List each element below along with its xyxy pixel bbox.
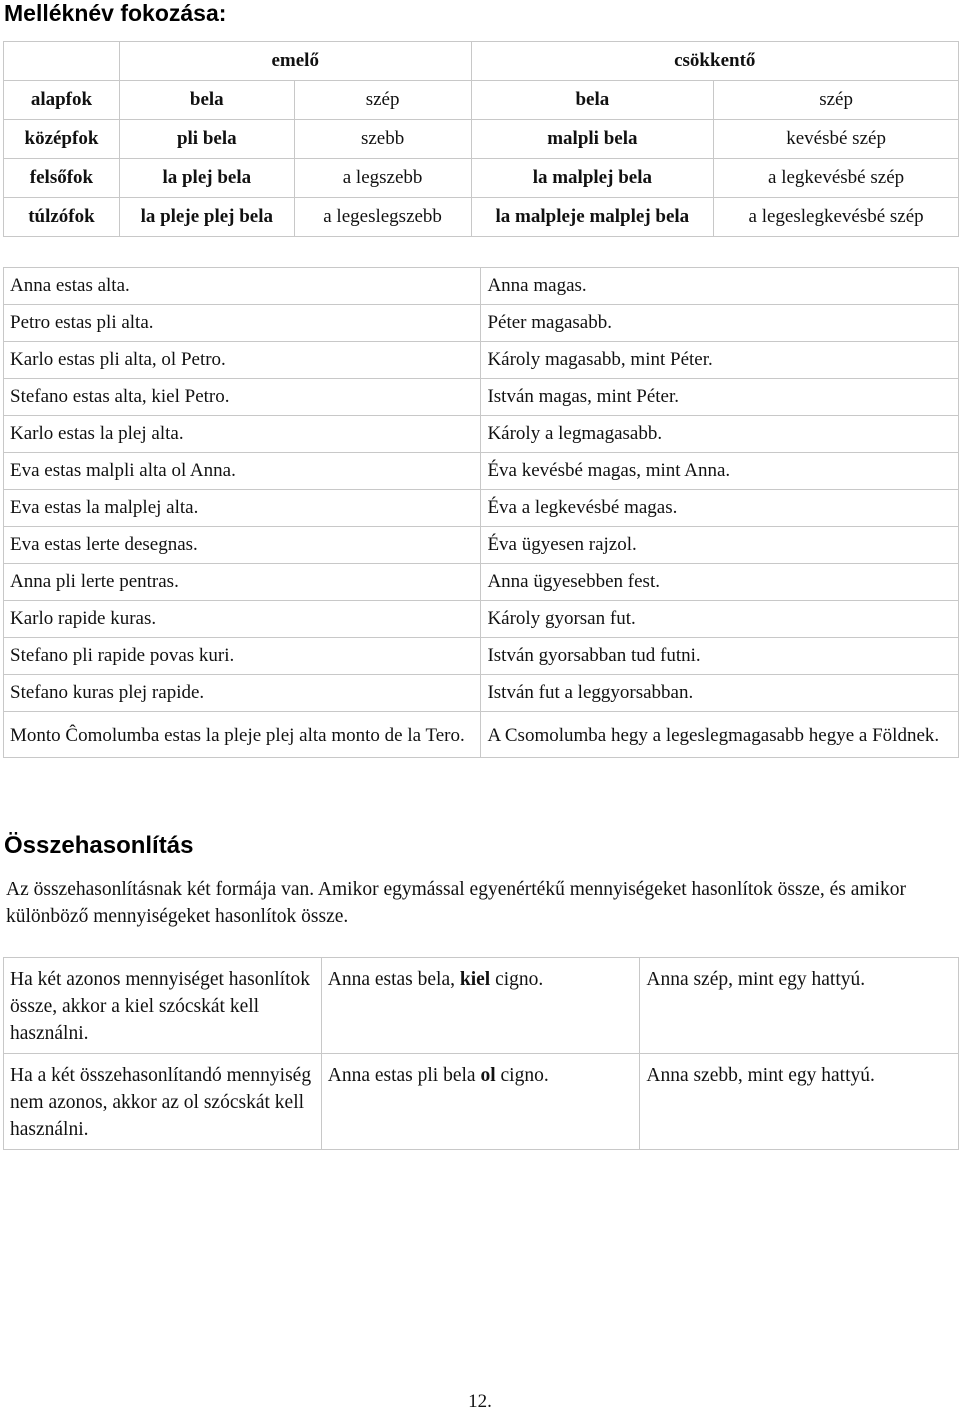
page-number: 12. xyxy=(468,1391,492,1412)
degree-label: alapfok xyxy=(4,81,120,120)
degree-table xyxy=(3,41,959,237)
up-hu: szép xyxy=(294,81,471,120)
eo-text: cigno. xyxy=(495,1065,549,1086)
sentence-hu: Anna magas. xyxy=(481,268,959,305)
section-intro: Az összehasonlításnak két formája van. Amikor egymással egyenértékű mennyiségeket hasonlítok össze, és amikor különböző mennyiségeket hasonlítok össze. xyxy=(6,879,906,927)
sentence-hu: Éva a legkevésbé magas. xyxy=(481,490,959,527)
comparison-eo xyxy=(321,1054,640,1150)
down-hu: a legeslegkevésbé szép xyxy=(714,198,959,237)
sentence-eo: Karlo rapide kuras. xyxy=(4,601,481,638)
comparison-rule: Ha a két összehasonlítandó mennyiség nem azonos, akkor az ol szócskát kell használni. xyxy=(4,1054,322,1150)
degree-header-row xyxy=(4,42,959,81)
header-emelo: emelő xyxy=(119,42,471,81)
sentence-row xyxy=(4,601,959,638)
sentence-eo: Petro estas pli alta. xyxy=(4,305,481,342)
sentence-hu: A Csomolumba hegy a legeslegmagasabb hegye a Földnek. xyxy=(481,712,959,758)
sentence-row xyxy=(4,342,959,379)
sentence-eo: Eva estas lerte desegnas. xyxy=(4,527,481,564)
down-hu: szép xyxy=(714,81,959,120)
down-hu: a legkevésbé szép xyxy=(714,159,959,198)
degree-row xyxy=(4,120,959,159)
up-eo: pli bela xyxy=(119,120,294,159)
down-eo: malpli bela xyxy=(471,120,714,159)
up-eo: la plej bela xyxy=(119,159,294,198)
sentence-hu: Anna ügyesebben fest. xyxy=(481,564,959,601)
down-eo: la malplej bela xyxy=(471,159,714,198)
sentence-hu: Károly magasabb, mint Péter. xyxy=(481,342,959,379)
sentence-hu: Éva kevésbé magas, mint Anna. xyxy=(481,453,959,490)
up-hu: a legeslegszebb xyxy=(294,198,471,237)
sentence-eo: Anna estas alta. xyxy=(4,268,481,305)
comparison-hu: Anna szebb, mint egy hattyú. xyxy=(640,1054,959,1150)
down-eo: la malpleje malplej bela xyxy=(471,198,714,237)
comparison-rule: Ha két azonos mennyiséget hasonlítok össze, akkor a kiel szócskát kell használni. xyxy=(4,958,322,1054)
sentence-hu: Károly gyorsan fut. xyxy=(481,601,959,638)
up-hu: a legszebb xyxy=(294,159,471,198)
eo-keyword: ol xyxy=(480,1065,496,1086)
sentence-hu: Péter magasabb. xyxy=(481,305,959,342)
header-csokkento: csökkentő xyxy=(471,42,958,81)
sentence-eo: Stefano pli rapide povas kuri. xyxy=(4,638,481,675)
up-eo: la pleje plej bela xyxy=(119,198,294,237)
sentence-hu: István magas, mint Péter. xyxy=(481,379,959,416)
degree-label: felsőfok xyxy=(4,159,120,198)
degree-label: túlzófok xyxy=(4,198,120,237)
down-eo: bela xyxy=(471,81,714,120)
sentence-row xyxy=(4,675,959,712)
comparison-row xyxy=(4,958,959,1054)
sentence-row xyxy=(4,305,959,342)
degree-row xyxy=(4,159,959,198)
sentence-eo: Anna pli lerte pentras. xyxy=(4,564,481,601)
sentence-hu: István fut a leggyorsabban. xyxy=(481,675,959,712)
degree-corner-cell xyxy=(4,42,120,81)
sentence-row xyxy=(4,638,959,675)
sentence-hu: István gyorsabban tud futni. xyxy=(481,638,959,675)
sentence-table xyxy=(3,267,959,758)
eo-text: Anna estas bela, xyxy=(327,969,460,990)
sentence-row xyxy=(4,268,959,305)
sentence-row xyxy=(4,564,959,601)
up-hu: szebb xyxy=(294,120,471,159)
sentence-row xyxy=(4,712,959,758)
sentence-eo: Eva estas malpli alta ol Anna. xyxy=(4,453,481,490)
sentence-row xyxy=(4,490,959,527)
page-title: Melléknév fokozása: xyxy=(4,0,227,26)
degree-row xyxy=(4,198,959,237)
down-hu: kevésbé szép xyxy=(714,120,959,159)
sentence-hu: Károly a legmagasabb. xyxy=(481,416,959,453)
up-eo: bela xyxy=(119,81,294,120)
sentence-eo: Karlo estas pli alta, ol Petro. xyxy=(4,342,481,379)
section-heading: Összehasonlítás xyxy=(4,832,194,859)
eo-text: Anna estas pli bela xyxy=(327,1065,481,1086)
eo-keyword: kiel xyxy=(459,969,491,990)
sentence-hu: Éva ügyesen rajzol. xyxy=(481,527,959,564)
sentence-eo: Eva estas la malplej alta. xyxy=(4,490,481,527)
sentence-eo: Monto Ĉomolumba estas la pleje plej alta monto de la Tero. xyxy=(4,712,481,758)
sentence-row xyxy=(4,416,959,453)
sentence-eo: Karlo estas la plej alta. xyxy=(4,416,481,453)
comparison-row xyxy=(4,1054,959,1150)
sentence-row xyxy=(4,379,959,416)
comparison-table xyxy=(3,957,959,1150)
degree-row xyxy=(4,81,959,120)
sentence-eo: Stefano estas alta, kiel Petro. xyxy=(4,379,481,416)
sentence-row xyxy=(4,453,959,490)
comparison-hu: Anna szép, mint egy hattyú. xyxy=(640,958,959,1054)
comparison-eo xyxy=(321,958,640,1054)
sentence-eo: Stefano kuras plej rapide. xyxy=(4,675,481,712)
sentence-row xyxy=(4,527,959,564)
eo-text: cigno. xyxy=(490,969,544,990)
degree-label: középfok xyxy=(4,120,120,159)
